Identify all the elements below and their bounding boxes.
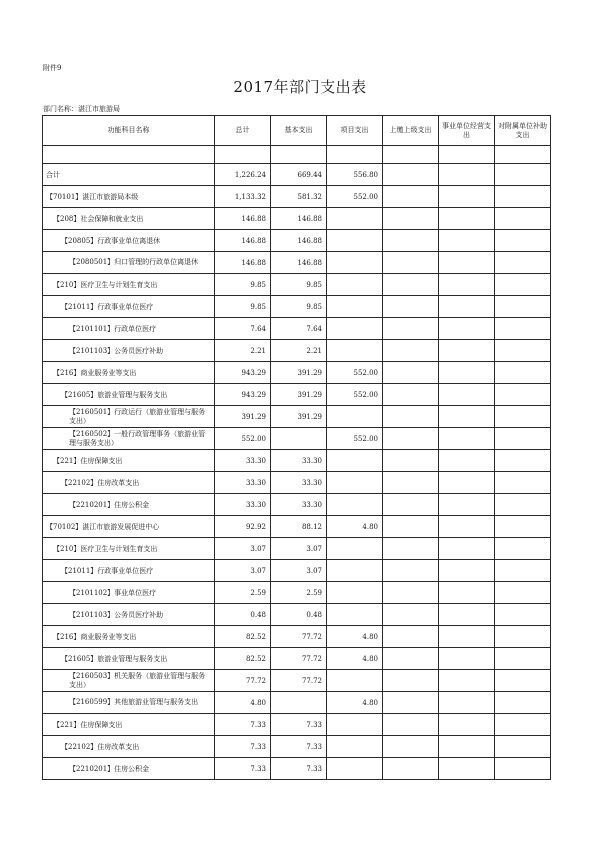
function-name-cell: 【216】商业服务业等支出 <box>43 362 215 384</box>
total-cell: 146.88 <box>215 230 271 252</box>
function-name-cell: 【21011】行政事业单位医疗 <box>43 296 215 318</box>
upper-level-cell <box>383 582 439 604</box>
upper-level-cell <box>383 758 439 780</box>
subsidiary-subsidy-cell <box>495 252 551 274</box>
table-row <box>43 450 551 472</box>
basic-expenditure-cell: 33.30 <box>271 472 327 494</box>
project-expenditure-cell <box>327 736 383 758</box>
basic-expenditure-cell: 391.29 <box>271 362 327 384</box>
basic-expenditure-cell: 2.59 <box>271 582 327 604</box>
subsidiary-subsidy-cell <box>495 274 551 296</box>
upper-level-cell <box>383 604 439 626</box>
basic-expenditure-cell: 9.85 <box>271 274 327 296</box>
blank-row <box>43 146 551 164</box>
table-row <box>43 670 551 692</box>
project-expenditure-cell <box>327 494 383 516</box>
table-row <box>43 648 551 670</box>
blank-cell <box>439 146 495 164</box>
project-expenditure-cell <box>327 670 383 692</box>
business-operation-cell <box>439 626 495 648</box>
basic-expenditure-cell: 7.33 <box>271 736 327 758</box>
upper-level-cell <box>383 450 439 472</box>
upper-level-cell <box>383 186 439 208</box>
business-operation-cell <box>439 670 495 692</box>
subsidiary-subsidy-cell <box>495 450 551 472</box>
total-cell: 943.29 <box>215 384 271 406</box>
total-cell: 146.88 <box>215 252 271 274</box>
table-row <box>43 582 551 604</box>
project-expenditure-cell: 4.80 <box>327 626 383 648</box>
upper-level-cell <box>383 648 439 670</box>
project-expenditure-cell <box>327 560 383 582</box>
project-expenditure-cell: 4.80 <box>327 692 383 714</box>
upper-level-cell <box>383 516 439 538</box>
header-cell: 功能科目名称 <box>43 116 215 146</box>
business-operation-cell <box>439 208 495 230</box>
business-operation-cell <box>439 560 495 582</box>
function-name-cell: 【70101】湛江市旅游局本级 <box>43 186 215 208</box>
basic-expenditure-cell <box>271 428 327 450</box>
total-cell: 943.29 <box>215 362 271 384</box>
business-operation-cell <box>439 582 495 604</box>
upper-level-cell <box>383 714 439 736</box>
business-operation-cell <box>439 406 495 428</box>
upper-level-cell <box>383 230 439 252</box>
project-expenditure-cell: 552.00 <box>327 362 383 384</box>
subsidiary-subsidy-cell <box>495 648 551 670</box>
basic-expenditure-cell <box>271 692 327 714</box>
function-name-cell: 【2101103】公务员医疗补助 <box>43 604 215 626</box>
project-expenditure-cell: 552.00 <box>327 384 383 406</box>
basic-expenditure-cell: 391.29 <box>271 406 327 428</box>
business-operation-cell <box>439 516 495 538</box>
upper-level-cell <box>383 208 439 230</box>
basic-expenditure-cell: 7.64 <box>271 318 327 340</box>
total-cell: 391.29 <box>215 406 271 428</box>
subsidiary-subsidy-cell <box>495 186 551 208</box>
function-name-cell: 【2160599】其他旅游业管理与服务支出 <box>43 692 215 714</box>
upper-level-cell <box>383 274 439 296</box>
table-row <box>43 714 551 736</box>
table-row <box>43 758 551 780</box>
basic-expenditure-cell: 77.72 <box>271 648 327 670</box>
function-name-cell: 【210】医疗卫生与计划生育支出 <box>43 538 215 560</box>
table-row <box>43 428 551 450</box>
table-row <box>43 384 551 406</box>
project-expenditure-cell <box>327 208 383 230</box>
project-expenditure-cell <box>327 582 383 604</box>
project-expenditure-cell <box>327 252 383 274</box>
business-operation-cell <box>439 384 495 406</box>
table-row <box>43 472 551 494</box>
basic-expenditure-cell: 9.85 <box>271 296 327 318</box>
basic-expenditure-cell: 7.33 <box>271 758 327 780</box>
business-operation-cell <box>439 318 495 340</box>
subsidiary-subsidy-cell <box>495 604 551 626</box>
total-cell: 7.33 <box>215 736 271 758</box>
subsidiary-subsidy-cell <box>495 340 551 362</box>
upper-level-cell <box>383 692 439 714</box>
blank-cell <box>495 146 551 164</box>
function-name-cell: 【70102】湛江市旅游发展促进中心 <box>43 516 215 538</box>
business-operation-cell <box>439 296 495 318</box>
total-cell: 1,133.32 <box>215 186 271 208</box>
upper-level-cell <box>383 362 439 384</box>
business-operation-cell <box>439 538 495 560</box>
function-name-cell: 【2210201】住房公积金 <box>43 758 215 780</box>
subsidiary-subsidy-cell <box>495 208 551 230</box>
subsidiary-subsidy-cell <box>495 538 551 560</box>
basic-expenditure-cell: 77.72 <box>271 626 327 648</box>
project-expenditure-cell <box>327 406 383 428</box>
project-expenditure-cell <box>327 758 383 780</box>
business-operation-cell <box>439 604 495 626</box>
subsidiary-subsidy-cell <box>495 472 551 494</box>
subsidiary-subsidy-cell <box>495 582 551 604</box>
business-operation-cell <box>439 274 495 296</box>
project-expenditure-cell <box>327 604 383 626</box>
expenditure-table <box>42 115 551 780</box>
project-expenditure-cell <box>327 340 383 362</box>
total-cell: 82.52 <box>215 626 271 648</box>
function-name-cell: 【22102】住房改革支出 <box>43 472 215 494</box>
table-row <box>43 604 551 626</box>
table-row <box>43 692 551 714</box>
table-row <box>43 164 551 186</box>
function-name-cell: 【2101102】事业单位医疗 <box>43 582 215 604</box>
business-operation-cell <box>439 164 495 186</box>
project-expenditure-cell: 556.80 <box>327 164 383 186</box>
subsidiary-subsidy-cell <box>495 406 551 428</box>
basic-expenditure-cell: 3.07 <box>271 538 327 560</box>
project-expenditure-cell <box>327 318 383 340</box>
function-name-cell: 【221】住房保障支出 <box>43 714 215 736</box>
total-cell: 7.64 <box>215 318 271 340</box>
total-cell: 33.30 <box>215 472 271 494</box>
function-name-cell: 【208】社会保障和就业支出 <box>43 208 215 230</box>
blank-cell <box>271 146 327 164</box>
subsidiary-subsidy-cell <box>495 560 551 582</box>
header-cell: 总计 <box>215 116 271 146</box>
basic-expenditure-cell: 146.88 <box>271 208 327 230</box>
total-cell: 92.92 <box>215 516 271 538</box>
upper-level-cell <box>383 538 439 560</box>
table-row <box>43 274 551 296</box>
total-cell: 552.00 <box>215 428 271 450</box>
upper-level-cell <box>383 318 439 340</box>
business-operation-cell <box>439 494 495 516</box>
upper-level-cell <box>383 626 439 648</box>
business-operation-cell <box>439 472 495 494</box>
blank-cell <box>215 146 271 164</box>
subsidiary-subsidy-cell <box>495 296 551 318</box>
table-row <box>43 340 551 362</box>
business-operation-cell <box>439 362 495 384</box>
basic-expenditure-cell: 3.07 <box>271 560 327 582</box>
upper-level-cell <box>383 560 439 582</box>
total-cell: 7.33 <box>215 714 271 736</box>
function-name-cell: 【20805】行政事业单位离退休 <box>43 230 215 252</box>
upper-level-cell <box>383 164 439 186</box>
basic-expenditure-cell: 88.12 <box>271 516 327 538</box>
table-row <box>43 362 551 384</box>
basic-expenditure-cell: 581.32 <box>271 186 327 208</box>
basic-expenditure-cell: 7.33 <box>271 714 327 736</box>
project-expenditure-cell <box>327 714 383 736</box>
project-expenditure-cell: 4.80 <box>327 516 383 538</box>
subsidiary-subsidy-cell <box>495 516 551 538</box>
table-row <box>43 318 551 340</box>
table-row <box>43 516 551 538</box>
business-operation-cell <box>439 230 495 252</box>
attachment-label: 附件9 <box>43 64 62 72</box>
function-name-cell: 【2160503】机关服务（旅游业管理与服务支出） <box>43 670 215 692</box>
business-operation-cell <box>439 428 495 450</box>
upper-level-cell <box>383 428 439 450</box>
project-expenditure-cell <box>327 296 383 318</box>
upper-level-cell <box>383 296 439 318</box>
upper-level-cell <box>383 472 439 494</box>
total-cell: 7.33 <box>215 758 271 780</box>
function-name-cell: 【2101101】行政单位医疗 <box>43 318 215 340</box>
table-row <box>43 186 551 208</box>
basic-expenditure-cell: 33.30 <box>271 494 327 516</box>
table-row <box>43 736 551 758</box>
table-row <box>43 494 551 516</box>
function-name-cell: 合计 <box>43 164 215 186</box>
subsidiary-subsidy-cell <box>495 758 551 780</box>
header-cell: 上缴上级支出 <box>383 116 439 146</box>
department-label: 部门名称：湛江市旅游局 <box>43 105 120 113</box>
blank-cell <box>383 146 439 164</box>
function-name-cell: 【2210201】住房公积金 <box>43 494 215 516</box>
total-cell: 2.59 <box>215 582 271 604</box>
business-operation-cell <box>439 186 495 208</box>
table-row <box>43 406 551 428</box>
function-name-cell: 【2101103】公务员医疗补助 <box>43 340 215 362</box>
total-cell: 4.80 <box>215 692 271 714</box>
project-expenditure-cell <box>327 472 383 494</box>
project-expenditure-cell: 552.00 <box>327 186 383 208</box>
function-name-cell: 【21605】旅游业管理与服务支出 <box>43 384 215 406</box>
basic-expenditure-cell: 391.29 <box>271 384 327 406</box>
project-expenditure-cell: 552.00 <box>327 428 383 450</box>
function-name-cell: 【22102】住房改革支出 <box>43 736 215 758</box>
table-header-row <box>43 116 551 146</box>
blank-cell <box>43 146 215 164</box>
header-cell: 对附属单位补助支出 <box>495 116 551 146</box>
basic-expenditure-cell: 669.44 <box>271 164 327 186</box>
upper-level-cell <box>383 252 439 274</box>
total-cell: 33.30 <box>215 494 271 516</box>
basic-expenditure-cell: 146.88 <box>271 230 327 252</box>
business-operation-cell <box>439 758 495 780</box>
basic-expenditure-cell: 2.21 <box>271 340 327 362</box>
table-row <box>43 208 551 230</box>
function-name-cell: 【21605】旅游业管理与服务支出 <box>43 648 215 670</box>
table-row <box>43 252 551 274</box>
subsidiary-subsidy-cell <box>495 714 551 736</box>
table-row <box>43 560 551 582</box>
business-operation-cell <box>439 736 495 758</box>
function-name-cell: 【2160501】行政运行（旅游业管理与服务支出） <box>43 406 215 428</box>
business-operation-cell <box>439 714 495 736</box>
header-cell: 项目支出 <box>327 116 383 146</box>
project-expenditure-cell <box>327 450 383 472</box>
project-expenditure-cell: 4.80 <box>327 648 383 670</box>
table-row <box>43 538 551 560</box>
upper-level-cell <box>383 736 439 758</box>
business-operation-cell <box>439 648 495 670</box>
total-cell: 3.07 <box>215 538 271 560</box>
upper-level-cell <box>383 406 439 428</box>
header-cell: 事业单位经营支出 <box>439 116 495 146</box>
function-name-cell: 【221】住房保障支出 <box>43 450 215 472</box>
table-row <box>43 296 551 318</box>
subsidiary-subsidy-cell <box>495 384 551 406</box>
subsidiary-subsidy-cell <box>495 736 551 758</box>
business-operation-cell <box>439 340 495 362</box>
upper-level-cell <box>383 494 439 516</box>
upper-level-cell <box>383 670 439 692</box>
subsidiary-subsidy-cell <box>495 230 551 252</box>
business-operation-cell <box>439 692 495 714</box>
basic-expenditure-cell: 77.72 <box>271 670 327 692</box>
table-row <box>43 626 551 648</box>
total-cell: 1,226.24 <box>215 164 271 186</box>
upper-level-cell <box>383 340 439 362</box>
blank-cell <box>327 146 383 164</box>
function-name-cell: 【216】商业服务业等支出 <box>43 626 215 648</box>
function-name-cell: 【2160502】一般行政管理事务（旅游业管理与服务支出） <box>43 428 215 450</box>
subsidiary-subsidy-cell <box>495 626 551 648</box>
header-cell: 基本支出 <box>271 116 327 146</box>
total-cell: 2.21 <box>215 340 271 362</box>
total-cell: 9.85 <box>215 296 271 318</box>
total-cell: 146.88 <box>215 208 271 230</box>
business-operation-cell <box>439 252 495 274</box>
function-name-cell: 【21011】行政事业单位医疗 <box>43 560 215 582</box>
basic-expenditure-cell: 0.48 <box>271 604 327 626</box>
subsidiary-subsidy-cell <box>495 362 551 384</box>
total-cell: 9.85 <box>215 274 271 296</box>
total-cell: 77.72 <box>215 670 271 692</box>
function-name-cell: 【2080501】归口管理的行政单位离退休 <box>43 252 215 274</box>
basic-expenditure-cell: 33.30 <box>271 450 327 472</box>
project-expenditure-cell <box>327 538 383 560</box>
subsidiary-subsidy-cell <box>495 670 551 692</box>
subsidiary-subsidy-cell <box>495 494 551 516</box>
subsidiary-subsidy-cell <box>495 692 551 714</box>
business-operation-cell <box>439 450 495 472</box>
table-row <box>43 230 551 252</box>
total-cell: 0.48 <box>215 604 271 626</box>
total-cell: 3.07 <box>215 560 271 582</box>
upper-level-cell <box>383 384 439 406</box>
total-cell: 82.52 <box>215 648 271 670</box>
total-cell: 33.30 <box>215 450 271 472</box>
subsidiary-subsidy-cell <box>495 428 551 450</box>
project-expenditure-cell <box>327 274 383 296</box>
project-expenditure-cell <box>327 230 383 252</box>
subsidiary-subsidy-cell <box>495 164 551 186</box>
subsidiary-subsidy-cell <box>495 318 551 340</box>
page-title: 2017年部门支出表 <box>233 78 367 96</box>
basic-expenditure-cell: 146.88 <box>271 252 327 274</box>
function-name-cell: 【210】医疗卫生与计划生育支出 <box>43 274 215 296</box>
